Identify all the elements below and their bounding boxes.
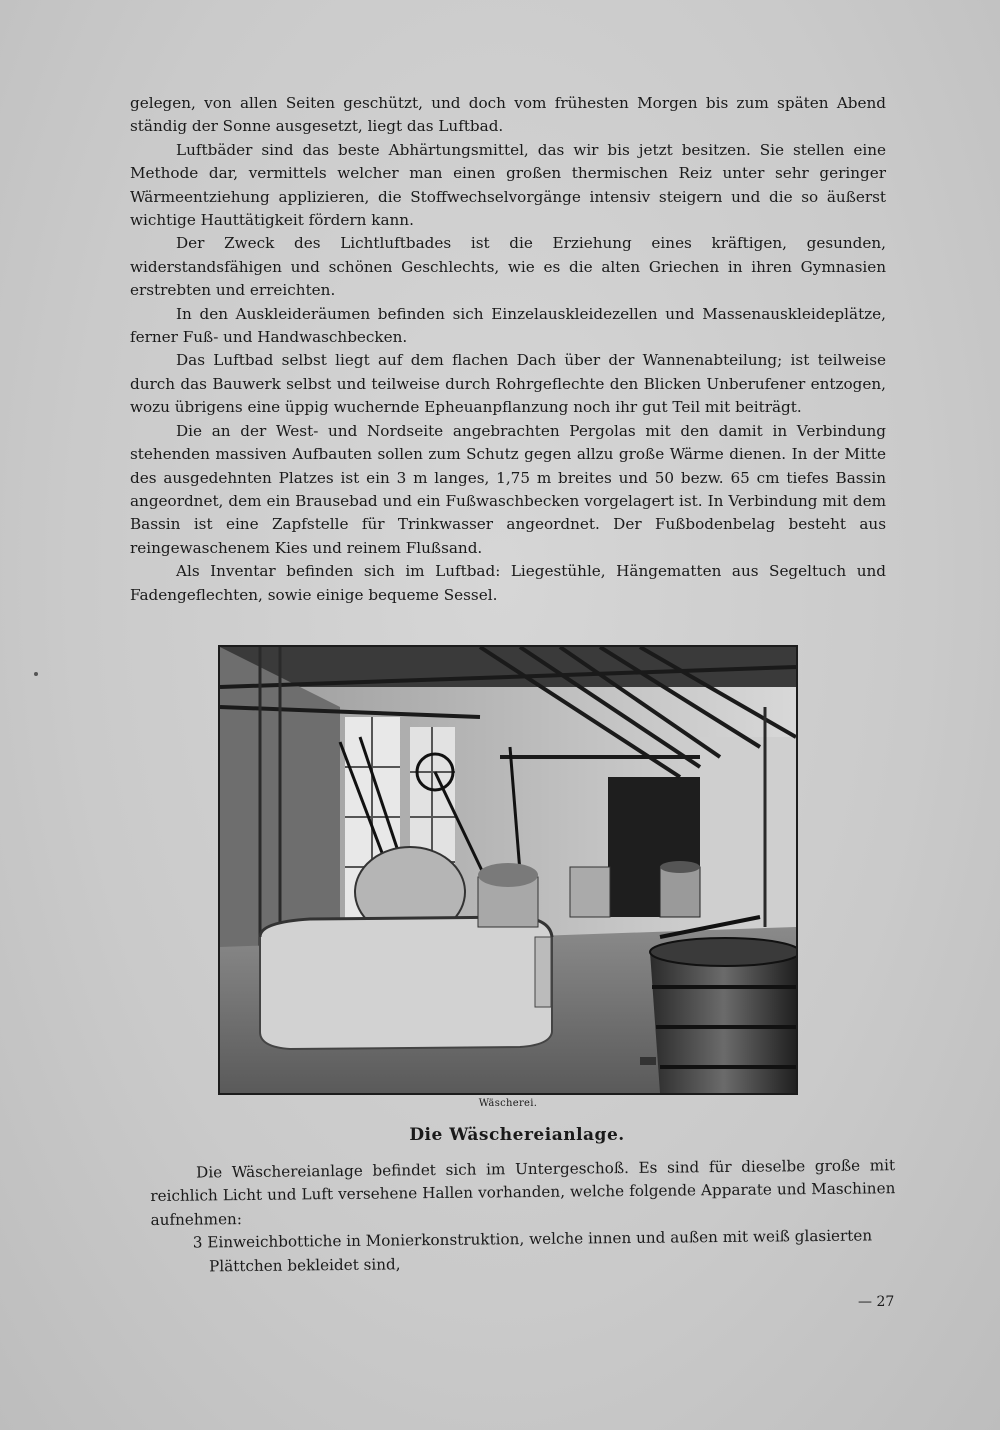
paragraph-2: Luftbäder sind das beste Abhärtungsmittel, das wir bis jetzt besitzen. Sie stellen eine Methode dar, vermittels welcher man einen großen thermischen Reiz unter sehr geringer Wärmeentziehung applizieren, die Stoffwechselvorgänge intensiv steigern und die so äußerst wichtige Hauttätigkeit fördern kann. xyxy=(130,140,886,230)
body-text-top xyxy=(130,92,886,607)
page-number: — 27 xyxy=(858,1294,895,1310)
section-intro: Die Wäschereianlage befindet sich im Untergeschoß. Es sind für dieselbe große mit reichlich Licht und Luft versehene Hallen vorhanden, welche folgende Apparate und Maschinen aufnehmen: xyxy=(150,1156,896,1229)
paragraph-7: Als Inventar befinden sich im Luftbad: Liegestühle, Hängematten aus Segeltuch und Fadengeflechten, sowie einige bequeme Sessel. xyxy=(130,562,886,604)
figure-caption: Wäscherei. xyxy=(478,1098,538,1109)
paragraph-4: In den Auskleideräumen befinden sich Einzelauskleidezellen und Massenauskleideplätze, ferner Fuß- und Handwaschbecken. xyxy=(130,304,886,347)
list-item-1-line-1: 3 Einweichbottiche in Monierkonstruktion, welche innen und außen mit weiß glasierten xyxy=(192,1226,873,1252)
section-heading: Die Wäschereianlage. xyxy=(409,1125,625,1145)
laundry-photograph xyxy=(218,645,798,1095)
laundry-photo-image xyxy=(220,647,796,1093)
paragraph-3: Der Zweck des Lichtluftbades ist die Erziehung eines kräftigen, gesunden, widerstandsfähigen und schönen Geschlechts, wie es die alten Griechen in ihren Gymnasien erstrebten und erreichten. xyxy=(130,234,886,300)
list-item-1-line-2: Plättchen bekleidet sind, xyxy=(208,1255,401,1276)
paragraph-1: gelegen, von allen Seiten geschützt, und doch vom frühesten Morgen bis zum späten Abend ständig der Sonne ausgesetzt, liegt das Luftbad. xyxy=(130,94,886,136)
paragraph-5: Das Luftbad selbst liegt auf dem flachen Dach über der Wannenabteilung; ist teilweise durch das Bauwerk selbst und teilweise durch Rohrgeflechte den Blicken Unberufener entzogen, wozu übrigens eine üppig wuchernde Epheuanpflanzung noch ihr gut Teil mit beiträgt. xyxy=(130,351,886,417)
paper-speck xyxy=(34,672,38,676)
paragraph-6: Die an der West- und Nordseite angebrachten Pergolas mit den damit in Verbindung stehenden massiven Aufbauten sollen zum Schutz gegen allzu große Wärme dienen. In der Mitte des ausgedehnten Platzes ist ein 3 m langes, 1,75 m breites und 50 bezw. 65 cm tiefes Bassin angeordnet, dem ein Brausebad und ein Fußwaschbecken vorgelagert ist. In Verbindung mit dem Bassin ist eine Zapfstelle für Trinkwasser angeordnet. Der Fußbodenbelag besteht aus reingewaschenem Kies und reinem Flußsand. xyxy=(130,421,886,557)
body-text-bottom xyxy=(150,1154,896,1279)
